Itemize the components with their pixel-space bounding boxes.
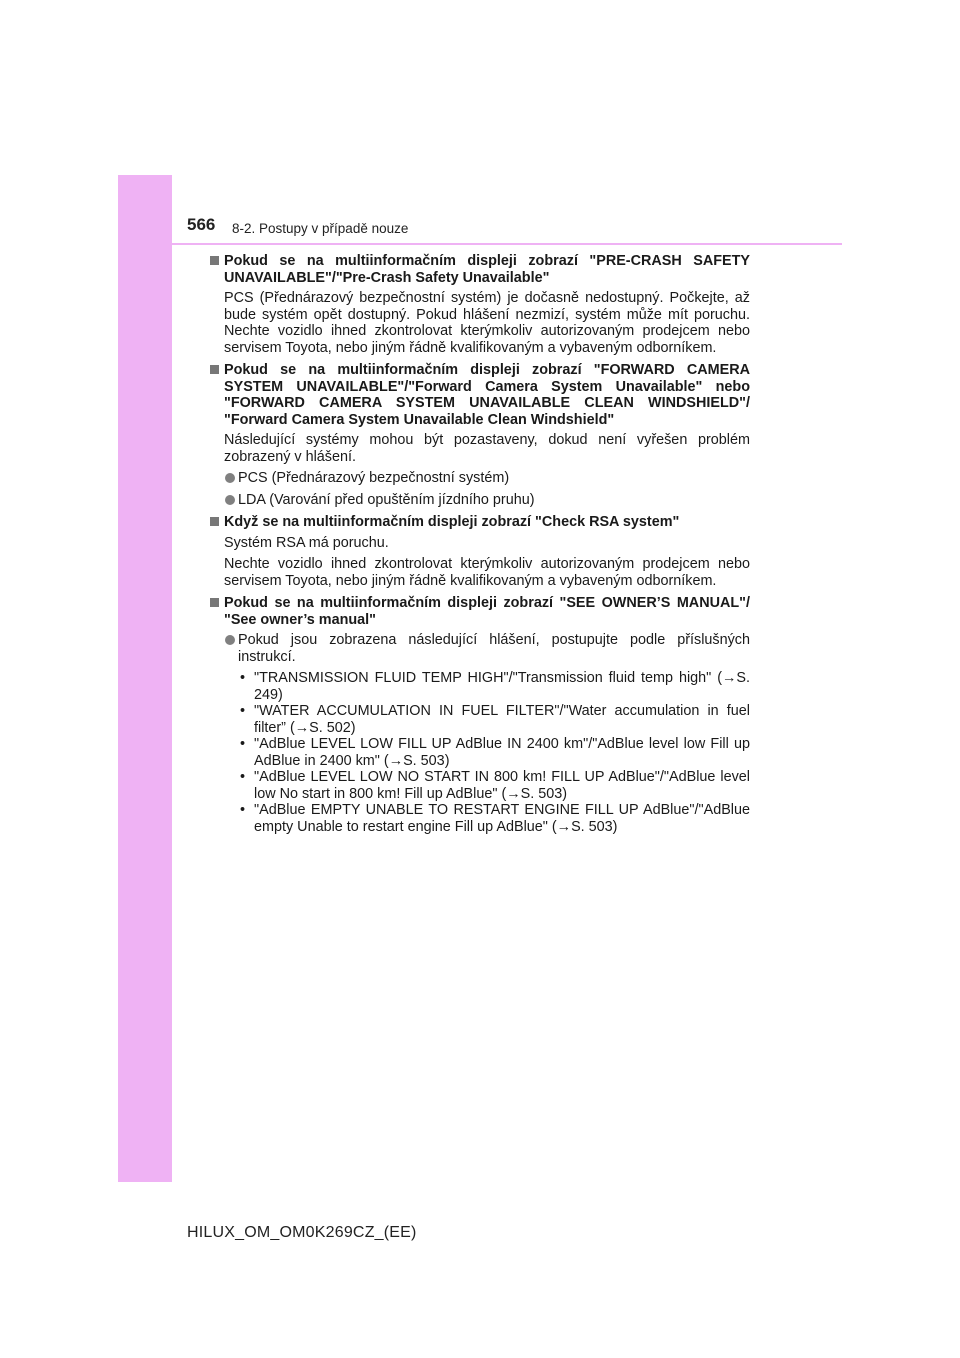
small-bullet-icon: •	[240, 703, 246, 719]
section-title: 8-2. Postupy v případě nouze	[232, 221, 409, 236]
sub-list-item: • "AdBlue EMPTY UNABLE TO RESTART ENGINE FILL UP AdBlue"/"AdBlue empty Unable to restart engine Fill up AdBlue" (→S. 503)	[240, 802, 750, 835]
circle-bullet-icon	[225, 495, 235, 505]
sub-list-item: • "WATER ACCUMULATION IN FUEL FILTER"/"Water accumulation in fuel filter” (→S. 502)	[240, 703, 750, 736]
list-item: Pokud jsou zobrazena následující hlášení, postupujte podle příslušných instrukcí.	[208, 632, 750, 665]
sub-list-item: • "AdBlue LEVEL LOW FILL UP AdBlue IN 2400 km"/"AdBlue level low Fill up AdBlue in 2400 km" (→S. 503)	[240, 736, 750, 769]
chapter-sidebar-tab	[118, 175, 172, 1182]
small-bullet-icon: •	[240, 670, 246, 686]
square-bullet-icon	[210, 598, 219, 607]
square-bullet-icon	[210, 517, 219, 526]
circle-bullet-icon	[225, 635, 235, 645]
paragraph: PCS (Přednárazový bezpečnostní systém) je dočasně nedostupný. Počkejte, až bude systém opět dostupný. Pokud hlášení nezmizí, systém může mít poruchu. Nechte vozidlo ihned zkontrolovat kterýmkoliv autorizovaným prodejcem nebo servisem Toyota, nebo jiným řádně kvalifikovaným a vybaveným odborníkem.	[224, 290, 750, 356]
section-heading: Pokud se na multiinformačním displeji zobrazí "FORWARD CAMERA SYSTEM UNAVAILABLE"/"Forward Camera System Unavailable" nebo "FORWARD CAMERA SYSTEM UNAVAILABLE CLEAN WINDSHIELD"/ "Forward Camera System Unavailable Clean Windshield"	[208, 362, 750, 428]
section-forward-camera	[208, 362, 750, 508]
section-heading: Pokud se na multiinformačním displeji zobrazí "SEE OWNER’S MANUAL"/ "See owner’s manual"	[208, 595, 750, 628]
square-bullet-icon	[210, 365, 219, 374]
section-pre-crash	[208, 253, 750, 356]
list-item: LDA (Varování před opuštěním jízdního pruhu)	[208, 492, 750, 509]
small-bullet-icon: •	[240, 802, 246, 818]
paragraph: Následující systémy mohou být pozastaveny, dokud není vyřešen problém zobrazený v hlášení.	[224, 432, 750, 465]
paragraph: Systém RSA má poruchu.	[224, 534, 389, 551]
small-bullet-icon: •	[240, 736, 246, 752]
page-content	[208, 253, 750, 841]
sub-list-item: • "TRANSMISSION FLUID TEMP HIGH"/"Transmission fluid temp high" (→S. 249)	[240, 670, 750, 703]
page-number: 566	[187, 215, 216, 234]
paragraph: Nechte vozidlo ihned zkontrolovat kterýmkoliv autorizovaným prodejcem nebo servisem Toyota, nebo jiným řádně kvalifikovaným a vybaveným odborníkem.	[224, 556, 750, 589]
sub-list-item: • "AdBlue LEVEL LOW NO START IN 800 km! FILL UP AdBlue"/"AdBlue level low No start in 800 km! Fill up AdBlue" (→S. 503)	[240, 769, 750, 802]
section-rsa	[208, 514, 750, 589]
list-item: PCS (Přednárazový bezpečnostní systém)	[208, 470, 750, 487]
section-heading: Pokud se na multiinformačním displeji zobrazí "PRE-CRASH SAFETY UNAVAILABLE"/"Pre-Crash Safety Unavailable"	[208, 253, 750, 286]
header-divider	[172, 243, 842, 245]
document-code: HILUX_OM_OM0K269CZ_(EE)	[187, 1224, 417, 1241]
small-bullet-icon: •	[240, 769, 246, 785]
section-owners-manual	[208, 595, 750, 835]
circle-bullet-icon	[225, 473, 235, 483]
section-heading: Když se na multiinformačním displeji zobrazí "Check RSA system"	[208, 514, 750, 531]
square-bullet-icon	[210, 256, 219, 265]
